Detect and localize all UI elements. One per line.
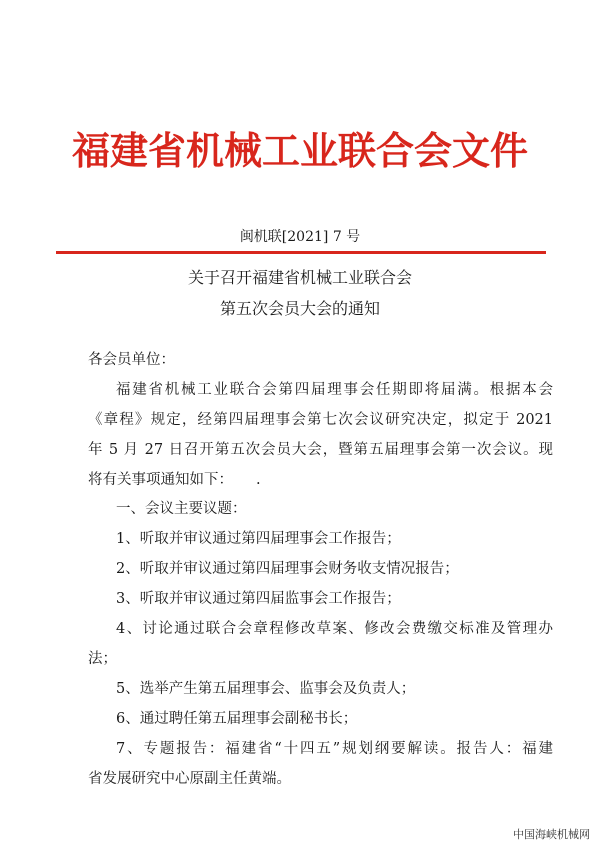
site-watermark: 中国海峡机械网 [513, 828, 590, 841]
intro-line-3: 年 5 月 27 日召开第五次会员大会，暨第五届理事会第一次会议。现 [88, 442, 553, 458]
salutation: 各会员单位： [88, 352, 175, 368]
agenda-item-2: 2、听取并审议通过第四届理事会财务收支情况报告； [116, 561, 459, 577]
agenda-item-6: 6、通过聘任第五届理事会副秘书长； [116, 711, 358, 727]
agenda-item-5: 5、选举产生第五届理事会、监事会及负责人； [116, 681, 416, 697]
notice-title-line-1: 关于召开福建省机械工业联合会 [187, 268, 412, 287]
notice-title-line-2: 第五次会员大会的通知 [219, 299, 380, 318]
agenda-item-3: 3、听取并审议通过第四届监事会工作报告； [116, 591, 401, 607]
red-divider-line [56, 251, 546, 254]
agenda-item-1: 1、听取并审议通过第四届理事会工作报告； [116, 531, 401, 547]
section-heading: 一、会议主要议题： [116, 501, 247, 517]
agenda-item-7: 7、专题报告：福建省“十四五”规划纲要解读。报告人：福建 [116, 741, 553, 757]
intro-line-2: 《章程》规定，经第四届理事会第七次会议研究决定，拟定于 2021 [88, 412, 553, 428]
agenda-item-4: 4、讨论通过联合会章程修改草案、修改会费缴交标准及管理办 [116, 621, 553, 637]
document-number: 闽机联[2021] 7 号 [239, 229, 361, 245]
letterhead-title: 福建省机械工业联合会文件 [71, 128, 528, 173]
intro-line-4: 将有关事项通知如下： . [88, 472, 261, 488]
agenda-item-4-continued: 法； [88, 651, 117, 667]
intro-line-1: 福建省机械工业联合会第四届理事会任期即将届满。根据本会 [116, 382, 553, 398]
agenda-item-7-continued: 省发展研究中心原副主任黄端。 [88, 771, 291, 787]
